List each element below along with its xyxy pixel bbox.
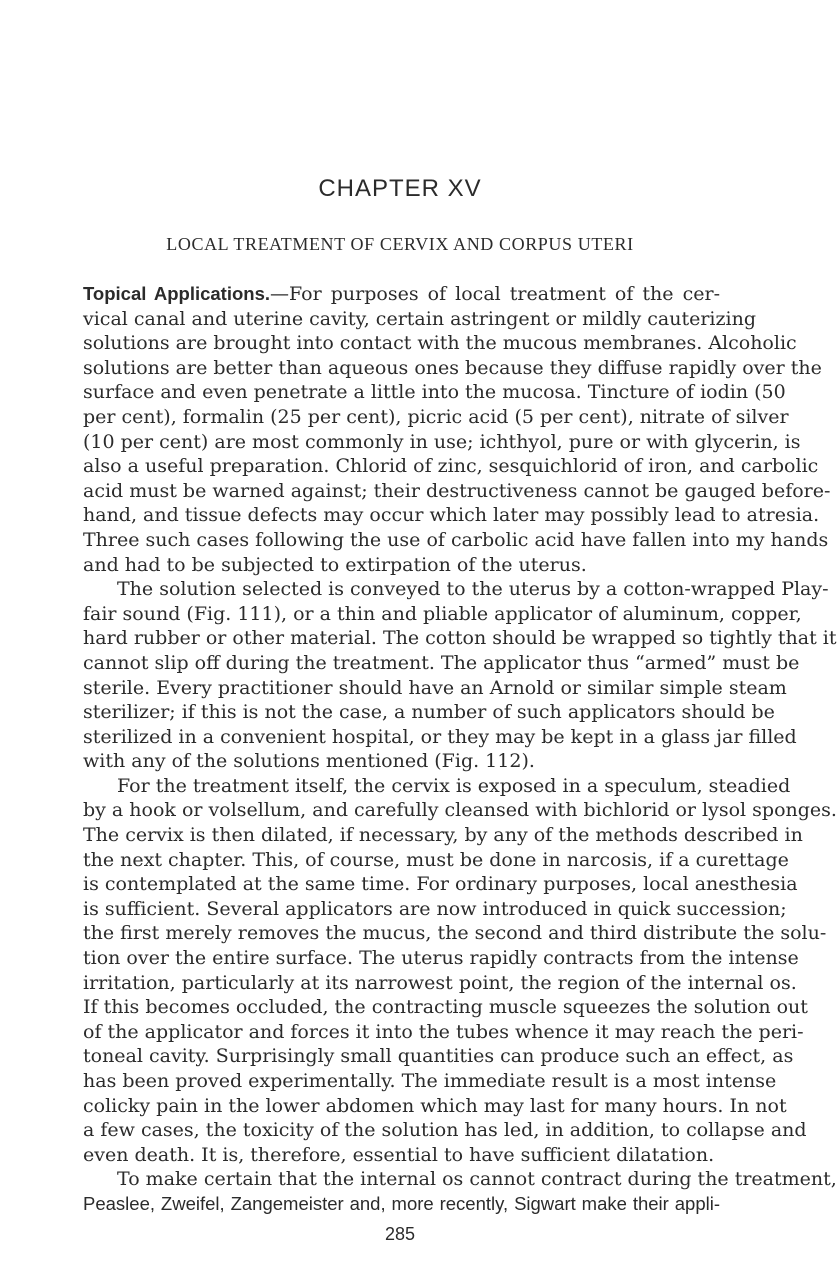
text-line: sterilized in a convenient hospital, or they may be kept in a glass jar filled	[83, 725, 797, 748]
section-heading: Topical Applications.	[83, 283, 271, 304]
text-line: acid must be warned against; their destructiveness cannot be gauged before-	[83, 479, 831, 502]
text-line: tion over the entire surface. The uterus rapidly contracts from the intense	[83, 947, 799, 970]
text-line: has been proved experimentally. The immediate result is a most intense	[83, 1070, 777, 1092]
text-line: surface and even penetrate a little into the mucosa. Tincture of iodin (50	[83, 381, 786, 404]
text-line: solutions are brought into contact with the mucous membranes. Alcoholic	[83, 332, 797, 355]
text-line: For the treatment itself, the cervix is exposed in a speculum, steadied	[117, 774, 791, 797]
chapter-subtitle: LOCAL TREATMENT OF CERVIX AND CORPUS UTERI	[166, 234, 634, 254]
page-number: 285	[384, 1224, 416, 1244]
chapter-title: CHAPTER XV	[318, 175, 482, 202]
text-line: (10 per cent) are most commonly in use; ichthyol, pure or with glycerin, is	[83, 430, 801, 453]
body-text	[83, 282, 837, 1217]
text-line: with any of the solutions mentioned (Fig. 112).	[83, 750, 535, 773]
text-line: by a hook or volsellum, and carefully cleansed with bichlorid or lysol sponges.	[83, 799, 837, 822]
text-line: Peaslee, Zweifel, Zangemeister and, more recently, Sigwart make their appli-	[83, 1192, 720, 1214]
text-line: vical canal and uterine cavity, certain astringent or mildly cauterizing	[83, 307, 756, 330]
text-line: fair sound (Fig. 111), or a thin and pliable applicator of aluminum, copper,	[83, 602, 802, 625]
text-line: sterile. Every practitioner should have an Arnold or similar simple steam	[83, 676, 787, 699]
text-line: toneal cavity. Surprisingly small quantities can produce such an effect, as	[83, 1045, 794, 1068]
text-line: even death. It is, therefore, essential to have sufficient dilatation.	[83, 1143, 715, 1166]
text-line: a few cases, the toxicity of the solution has led, in addition, to collapse and	[83, 1119, 807, 1142]
text-line: also a useful preparation. Chlorid of zinc, sesquichlorid of iron, and carbolic	[83, 455, 819, 478]
text-line-content: —For purposes of local treatment of the cer-	[270, 283, 720, 305]
text-line: is contemplated at the same time. For ordinary purposes, local anesthesia	[83, 873, 798, 896]
text-line	[83, 282, 720, 307]
text-line: The solution selected is conveyed to the uterus by a cotton-wrapped Play-	[117, 578, 829, 601]
text-line: hard rubber or other material. The cotton should be wrapped so tightly that it	[83, 627, 837, 650]
text-line: the first merely removes the mucus, the second and third distribute the solu-	[83, 922, 827, 945]
text-line: is sufficient. Several applicators are now introduced in quick succession;	[83, 897, 787, 920]
text-line: If this becomes occluded, the contracting muscle squeezes the solution out	[83, 996, 808, 1019]
text-line: colicky pain in the lower abdomen which may last for many hours. In not	[83, 1094, 787, 1117]
text-line: solutions are better than aqueous ones because they diffuse rapidly over the	[83, 356, 822, 379]
text-line: Three such cases following the use of carbolic acid have fallen into my hands	[83, 528, 829, 551]
text-line: and had to be subjected to extirpation of the uterus.	[83, 553, 587, 576]
text-line: irritation, particularly at its narrowest point, the region of the internal os.	[83, 971, 797, 994]
text-line: of the applicator and forces it into the tubes whence it may reach the peri-	[83, 1020, 804, 1043]
text-line: cannot slip off during the treatment. The applicator thus “armed” must be	[83, 651, 800, 674]
text-line: To make certain that the internal os cannot contract during the treatment,	[117, 1168, 837, 1191]
text-line: The cervix is then dilated, if necessary, by any of the methods described in	[83, 824, 803, 847]
text-line: hand, and tissue defects may occur which later may possibly lead to atresia.	[83, 504, 820, 527]
text-line: per cent), formalin (25 per cent), picric acid (5 per cent), nitrate of silver	[83, 405, 789, 428]
text-line: the next chapter. This, of course, must be done in narcosis, if a curettage	[83, 848, 789, 871]
text-line: sterilizer; if this is not the case, a number of such applicators should be	[83, 701, 775, 724]
